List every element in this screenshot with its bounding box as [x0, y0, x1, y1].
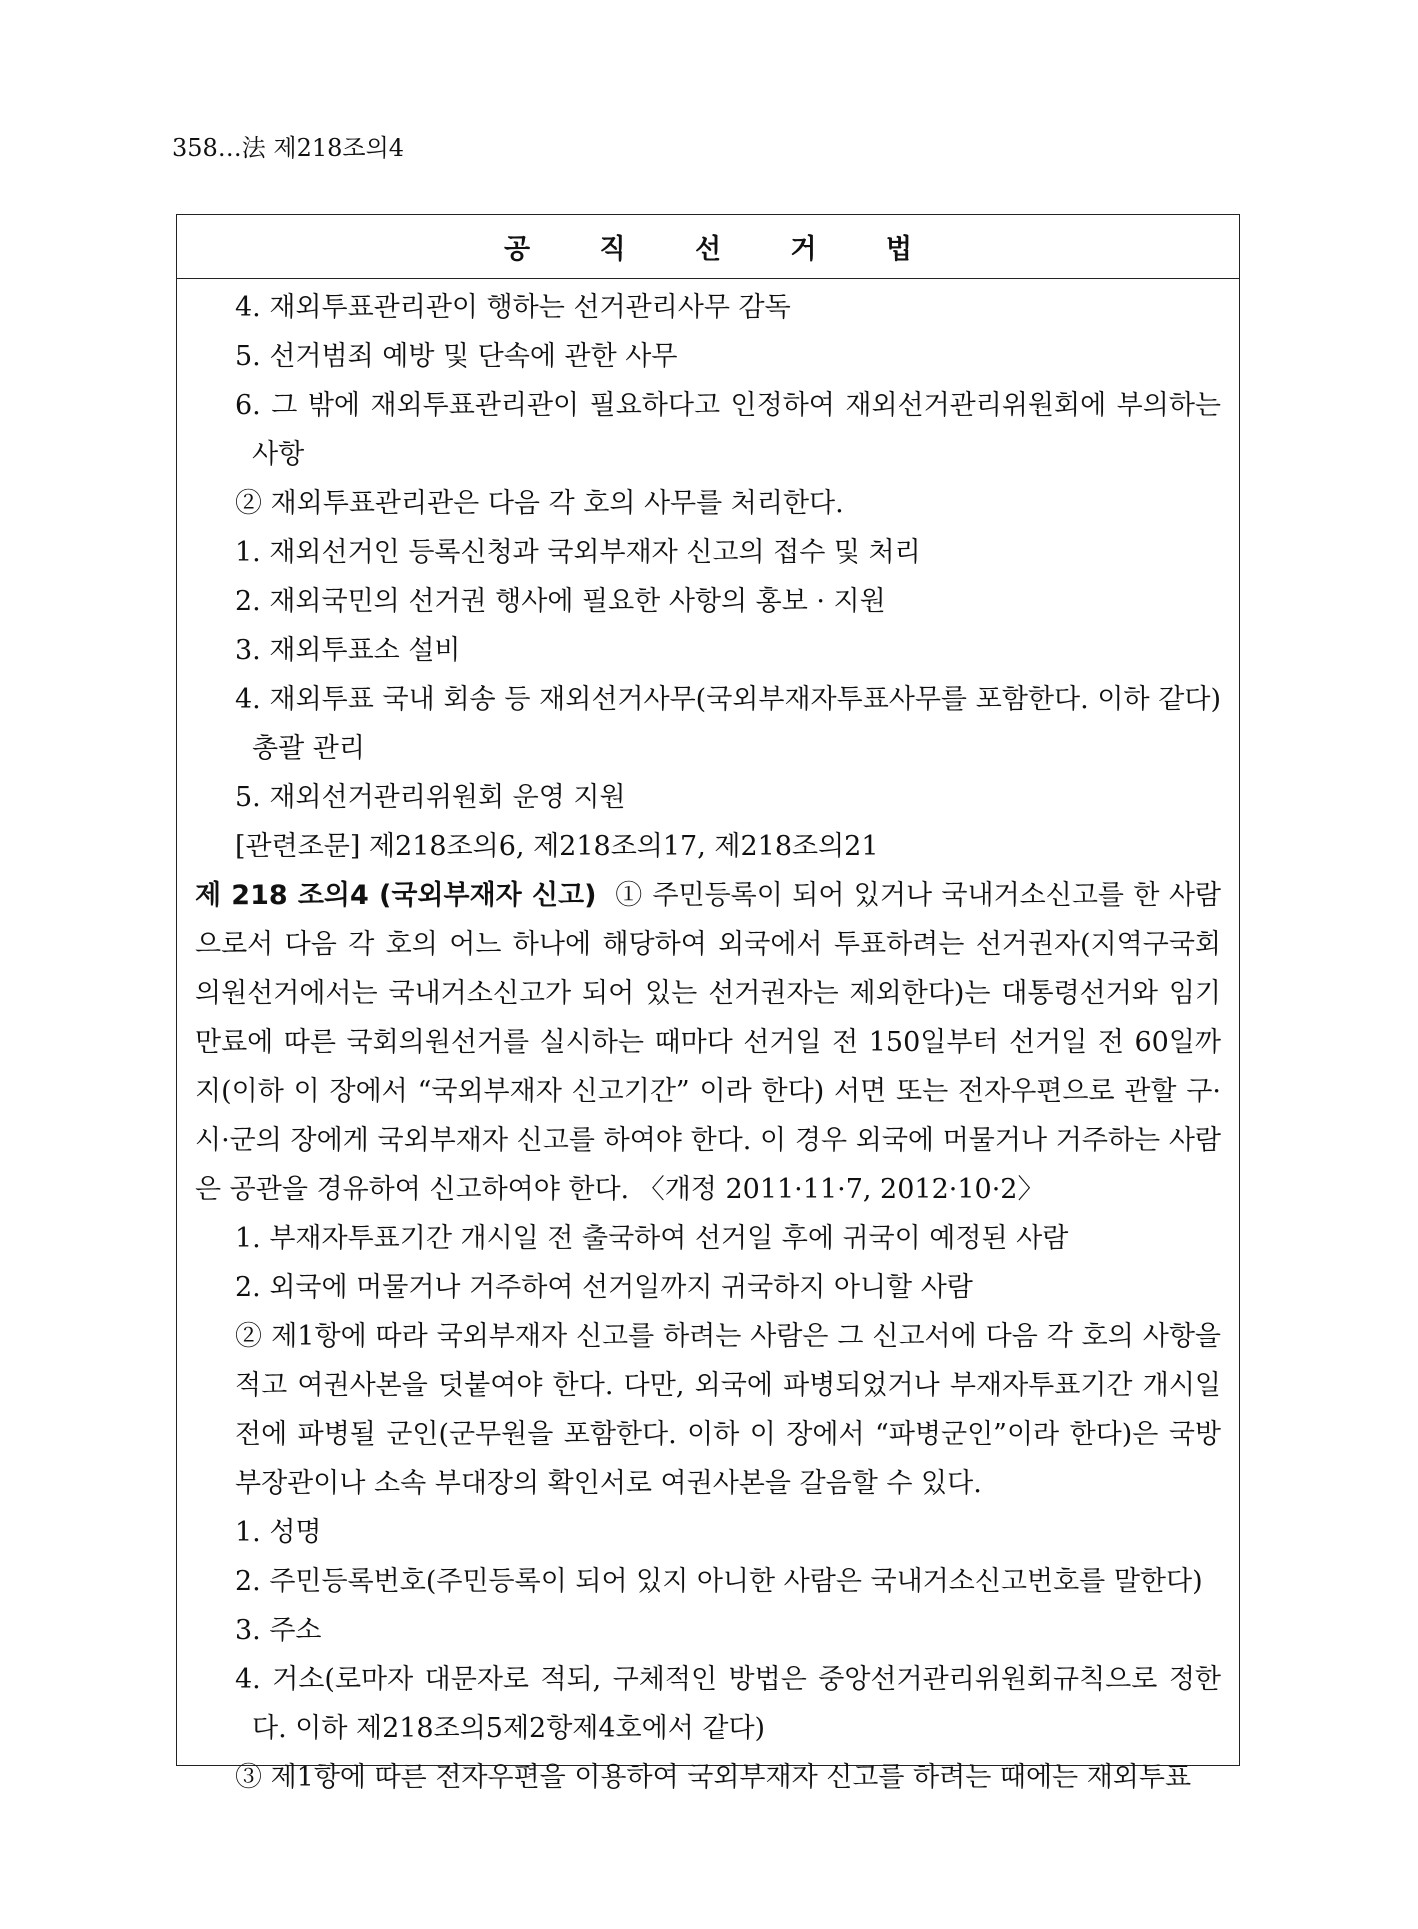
clause-line: 4. 재외투표 국내 회송 등 재외선거사무(국외부재자투표사무를 포함한다. 이하 같다) 총괄 관리	[235, 684, 1221, 764]
article-heading: 제 218 조의4 (국외부재자 신고)	[195, 880, 597, 911]
clause-line: 5. 재외선거관리위원회 운영 지원	[235, 782, 626, 813]
title-row	[177, 215, 1239, 279]
law-title: 공 직 선 거 법	[503, 234, 942, 265]
article-text: ① 주민등록이 되어 있거나 국내거소신고를 한 사람으로서 다음 각 호의 어느 하나에 해당하여 외국에서 투표하려는 선거권자(지역구국회의원선거에서는 국내거소신고가 되어 있는 선거권자는 제외한다)는 대통령선거와 임기만료에 따른 국회의원선거를 실시하는 때마다 선거일 전 150일부터 선거일 전 60일까지(이하 이 장에서 “국외부재자 신고기간” 이라 한다) 서면 또는 전자우편으로 관할 구·시·군의 장에게 국외부재자 신고를 하여야 한다. 이 경우 외국에 머물거나 거주하는 사람은 공관을 경유하여 신고하여야 한다. 〈개정 2011·11·7, 2012·10·2〉	[195, 880, 1222, 1205]
clause-line: 1. 재외선거인 등록신청과 국외부재자 신고의 접수 및 처리	[235, 537, 921, 568]
clause-line: 2. 재외국민의 선거권 행사에 필요한 사항의 홍보 · 지원	[235, 586, 886, 617]
clause-line: 5. 선거범죄 예방 및 단속에 관한 사무	[235, 341, 678, 372]
clause-line: 1. 부재자투표기간 개시일 전 출국하여 선거일 후에 귀국이 예정된 사람	[235, 1223, 1069, 1254]
clause-line: 1. 성명	[235, 1517, 322, 1548]
clause-line: 4. 거소(로마자 대문자로 적되, 구체적인 방법은 중앙선거관리위원회규칙으로 정한다. 이하 제218조의5제2항제4호에서 같다)	[235, 1664, 1221, 1744]
page-header: 358…法 제218조의4	[172, 134, 405, 162]
paragraph-line: ② 재외투표관리관은 다음 각 호의 사무를 처리한다.	[235, 488, 844, 519]
clause-line: 3. 주소	[235, 1615, 322, 1646]
paragraph-line: ② 제1항에 따라 국외부재자 신고를 하려는 사람은 그 신고서에 다음 각 호의 사항을 적고 여권사본을 덧붙여야 한다. 다만, 외국에 파병되었거나 부재자투표기간 개시일 전에 파병될 군인(군무원을 포함한다. 이하 이 장에서 “파병군인”이라 한다)은 국방부장관이나 소속 부대장의 확인서로 여권사본을 갈음할 수 있다.	[235, 1321, 1221, 1499]
paragraph-line: ③ 제1항에 따른 전자우편을 이용하여 국외부재자 신고를 하려는 때에는 재외투표	[235, 1762, 1192, 1793]
clause-line: 6. 그 밖에 재외투표관리관이 필요하다고 인정하여 재외선거관리위원회에 부의하는 사항	[235, 390, 1221, 470]
clause-line: 3. 재외투표소 설비	[235, 635, 461, 666]
article-218-4	[195, 871, 1221, 1214]
law-frame	[176, 214, 1240, 1793]
clause-line: 4. 재외투표관리관이 행하는 선거관리사무 감독	[235, 292, 791, 323]
related-articles: [관련조문] 제218조의6, 제218조의17, 제218조의21	[235, 831, 879, 862]
clause-line: 2. 주민등록번호(주민등록이 되어 있지 아니한 사람은 국내거소신고번호를 말한다)	[235, 1566, 1203, 1597]
law-body	[177, 279, 1239, 1802]
clause-line: 2. 외국에 머물거나 거주하여 선거일까지 귀국하지 아니할 사람	[235, 1272, 973, 1303]
